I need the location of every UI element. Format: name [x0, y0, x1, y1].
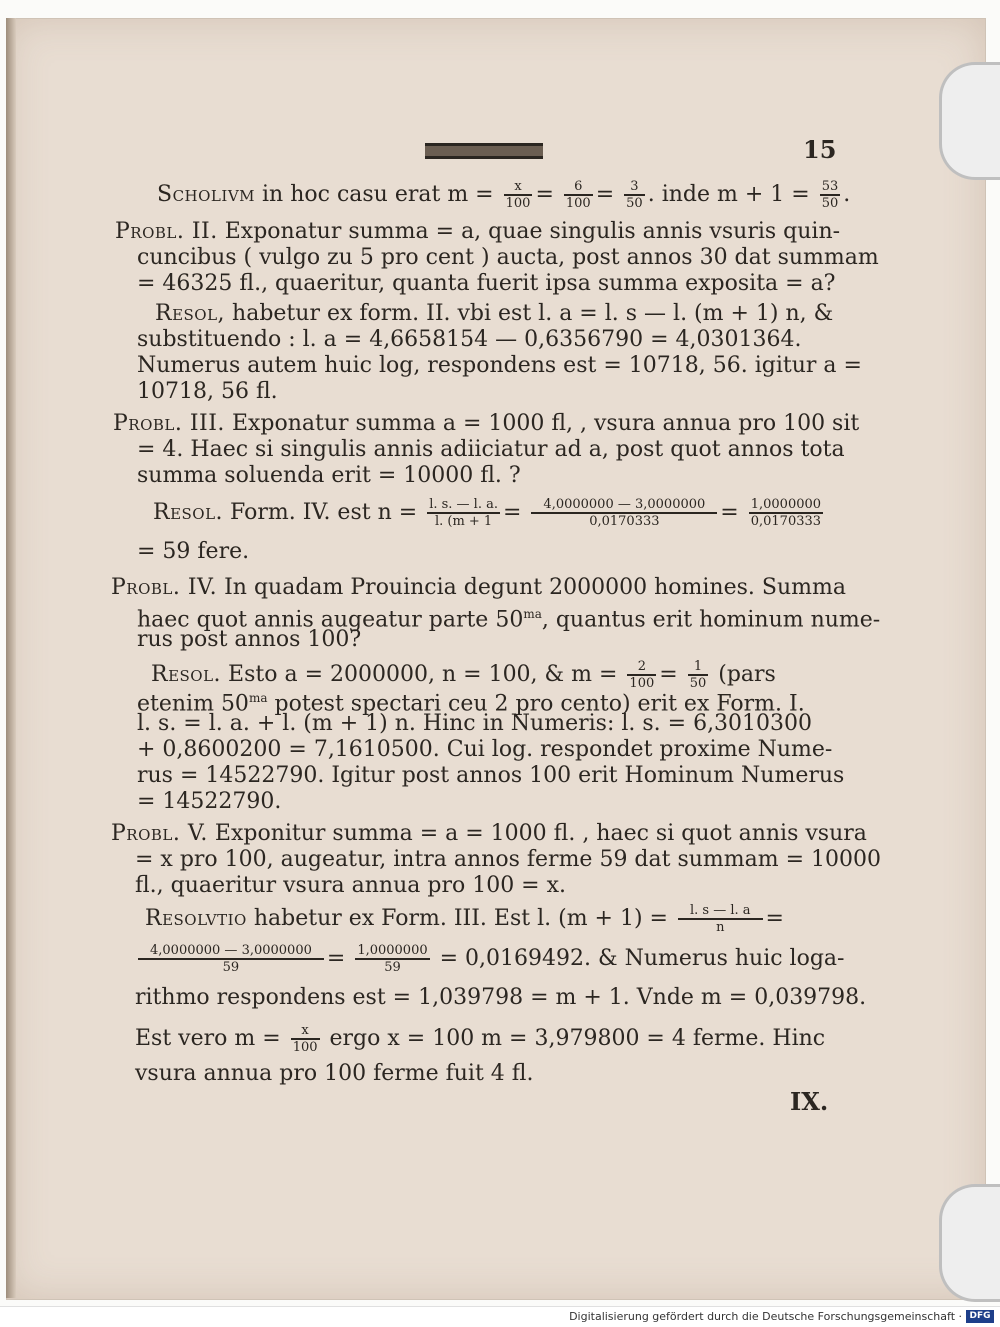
probl4-resol-line3: l. s. = l. a. + l. (m + 1) n. Hinc in Numeris: l. s. = 6,3010300	[137, 711, 813, 736]
fraction: $\frac{1,0000000}{59}$	[357, 943, 428, 975]
probl4-resol-line2: etenim $50^{ma}$ potest spectari ceu 2 pro cento) erit ex Form. I.	[137, 691, 805, 717]
fraction: $\frac{l. s. — l. a.}{l. (m + 1}$	[429, 497, 498, 529]
probl5-resol-line3: rithmo respondens est = 1,039798 = m + 1. Vnde m = 0,039798.	[135, 985, 867, 1010]
probl4-resol-line4: + 0,8600200 = 7,1610500. Cui log. respondet proxime Nume-	[137, 737, 833, 762]
digitization-footer	[0, 1306, 1000, 1327]
fraction: $\frac{x}{100}$	[292, 1023, 318, 1055]
probl5-resol-line1: Resolvtio habetur ex Form. III. Est l. (m + 1) = $\frac{l. s — l. a}{n}$ =	[145, 903, 784, 935]
probl4-label: Probl. IV.	[111, 575, 218, 600]
probl5-resol-line4: Est vero m = $\frac{x}{100}$ ergo x = 100 m = 3,979800 = 4 ferme. Hinc	[135, 1023, 826, 1055]
probl3-result: = 59 fere.	[137, 539, 250, 564]
scholium-label: Scholivm	[157, 182, 256, 207]
probl5-line3: fl., quaeritur vsura annua pro 100 = x.	[135, 873, 567, 898]
page-gutter-shadow	[6, 18, 16, 1298]
probl5-resol-line2: $\frac{4,0000000 — 3,0000000}{59}$ = $\frac{1,0000000}{59}$ = 0,0169492. & Numerus huic loga-	[135, 943, 844, 975]
resol-label: Resol.	[153, 500, 224, 525]
probl5-line2: = x pro 100, augeatur, intra annos ferme 59 dat summam = 10000	[135, 847, 882, 872]
dfg-logo[interactable]: DFG	[966, 1310, 994, 1323]
fraction: $\frac{x}{100}$	[505, 179, 531, 211]
probl5-line1: Probl. V. Exponitur summa = a = 1000 fl. , haec si quot annis vsura	[111, 821, 867, 846]
probl5-resol-line5: vsura annua pro 100 ferme fuit 4 fl.	[135, 1061, 534, 1086]
clasp-top	[939, 62, 1000, 180]
probl2-resol-line2: substituendo : l. a = 4,6658154 — 0,6356790 = 4,0301364.	[137, 327, 802, 352]
resol-label: Resol.	[151, 662, 222, 687]
page-number: 15	[803, 135, 837, 164]
probl4-resol-line1: Resol. Esto a = 2000000, n = 100, & m = $\frac{2}{100}$ = $\frac{1}{50}$ (pars	[151, 659, 776, 691]
scholium-line: Scholivm in hoc casu erat m = $\frac{x}{100}$ = $\frac{6}{100}$ = $\frac{3}{50}$ . inde m + 1 = $\frac{53}{50}$ .	[157, 179, 851, 211]
header-ornament	[425, 143, 543, 159]
probl3-line2: = 4. Haec si singulis annis adiiciatur ad a, post quot annos tota	[137, 437, 845, 462]
probl4-resol-line6: = 14522790.	[137, 789, 282, 814]
resol-label: Resol,	[155, 301, 226, 326]
fraction: $\frac{4,0000000 — 3,0000000}{0,0170333}$	[531, 497, 717, 529]
probl4-line1: Probl. IV. In quadam Prouincia degunt 2000000 homines. Summa	[111, 575, 846, 600]
book-page	[6, 18, 986, 1300]
fraction: $\frac{1,0000000}{0,0170333}$	[750, 497, 822, 529]
scholium-mid: inde m + 1 =	[661, 182, 810, 207]
fraction: $\frac{4,0000000 — 3,0000000}{59}$	[138, 943, 324, 975]
fraction: $\frac{l. s — l. a}{n}$	[678, 903, 763, 935]
probl5-label: Probl. V.	[111, 821, 208, 846]
probl2-line1: Probl. II. Exponatur summa = a, quae singulis annis vsuris quin-	[115, 219, 841, 244]
probl2-resol-line3: Numerus autem huic log, respondens est = 10718, 56. igitur a =	[137, 353, 862, 378]
probl4-resol-line5: rus = 14522790. Igitur post annos 100 erit Hominum Numerus	[137, 763, 845, 788]
resol-label: Resolvtio	[145, 906, 247, 931]
probl3-resol-line: Resol. Form. IV. est n = $\frac{l. s. — l. a.}{l. (m + 1}$ = $\frac{4,0000000 — 3,0000000}{0,0170333}$ = $\frac{1,0000000}{0,0170333}$	[153, 497, 822, 529]
footer-credit: Digitalisierung gefördert durch die Deutsche Forschungsgemeinschaft ·	[569, 1310, 962, 1323]
fraction: $\frac{53}{50}$	[821, 179, 839, 211]
scholium-text: in hoc casu erat m =	[262, 182, 494, 207]
probl3-line1: Probl. III. Exponatur summa a = 1000 fl, , vsura annua pro 100 sit	[113, 411, 860, 436]
probl4-line3: rus post annos 100?	[137, 627, 362, 652]
probl2-resol-line1: Resol, habetur ex form. II. vbi est l. a = l. s — l. (m + 1) n, &	[155, 301, 834, 326]
fraction: $\frac{1}{50}$	[689, 659, 707, 691]
probl2-label: Probl. II.	[115, 219, 218, 244]
probl2-resol-line4: 10718, 56 fl.	[137, 379, 278, 404]
fraction: $\frac{6}{100}$	[565, 179, 591, 211]
probl4-line2: haec quot annis augeatur parte $50^{ma}$, quantus erit hominum nume-	[137, 607, 881, 633]
fraction: $\frac{3}{50}$	[626, 179, 643, 211]
clasp-bottom	[939, 1184, 1000, 1302]
probl3-label: Probl. III.	[113, 411, 225, 436]
probl3-line3: summa soluenda erit = 10000 fl. ?	[137, 463, 521, 488]
catchword: IX.	[790, 1087, 829, 1116]
probl2-line2: cuncibus ( vulgo zu 5 pro cent ) aucta, post annos 30 dat summam	[137, 245, 879, 270]
fraction: $\frac{2}{100}$	[629, 659, 655, 691]
probl2-line3: = 46325 fl., quaeritur, quanta fuerit ipsa summa exposita = a?	[137, 271, 836, 296]
